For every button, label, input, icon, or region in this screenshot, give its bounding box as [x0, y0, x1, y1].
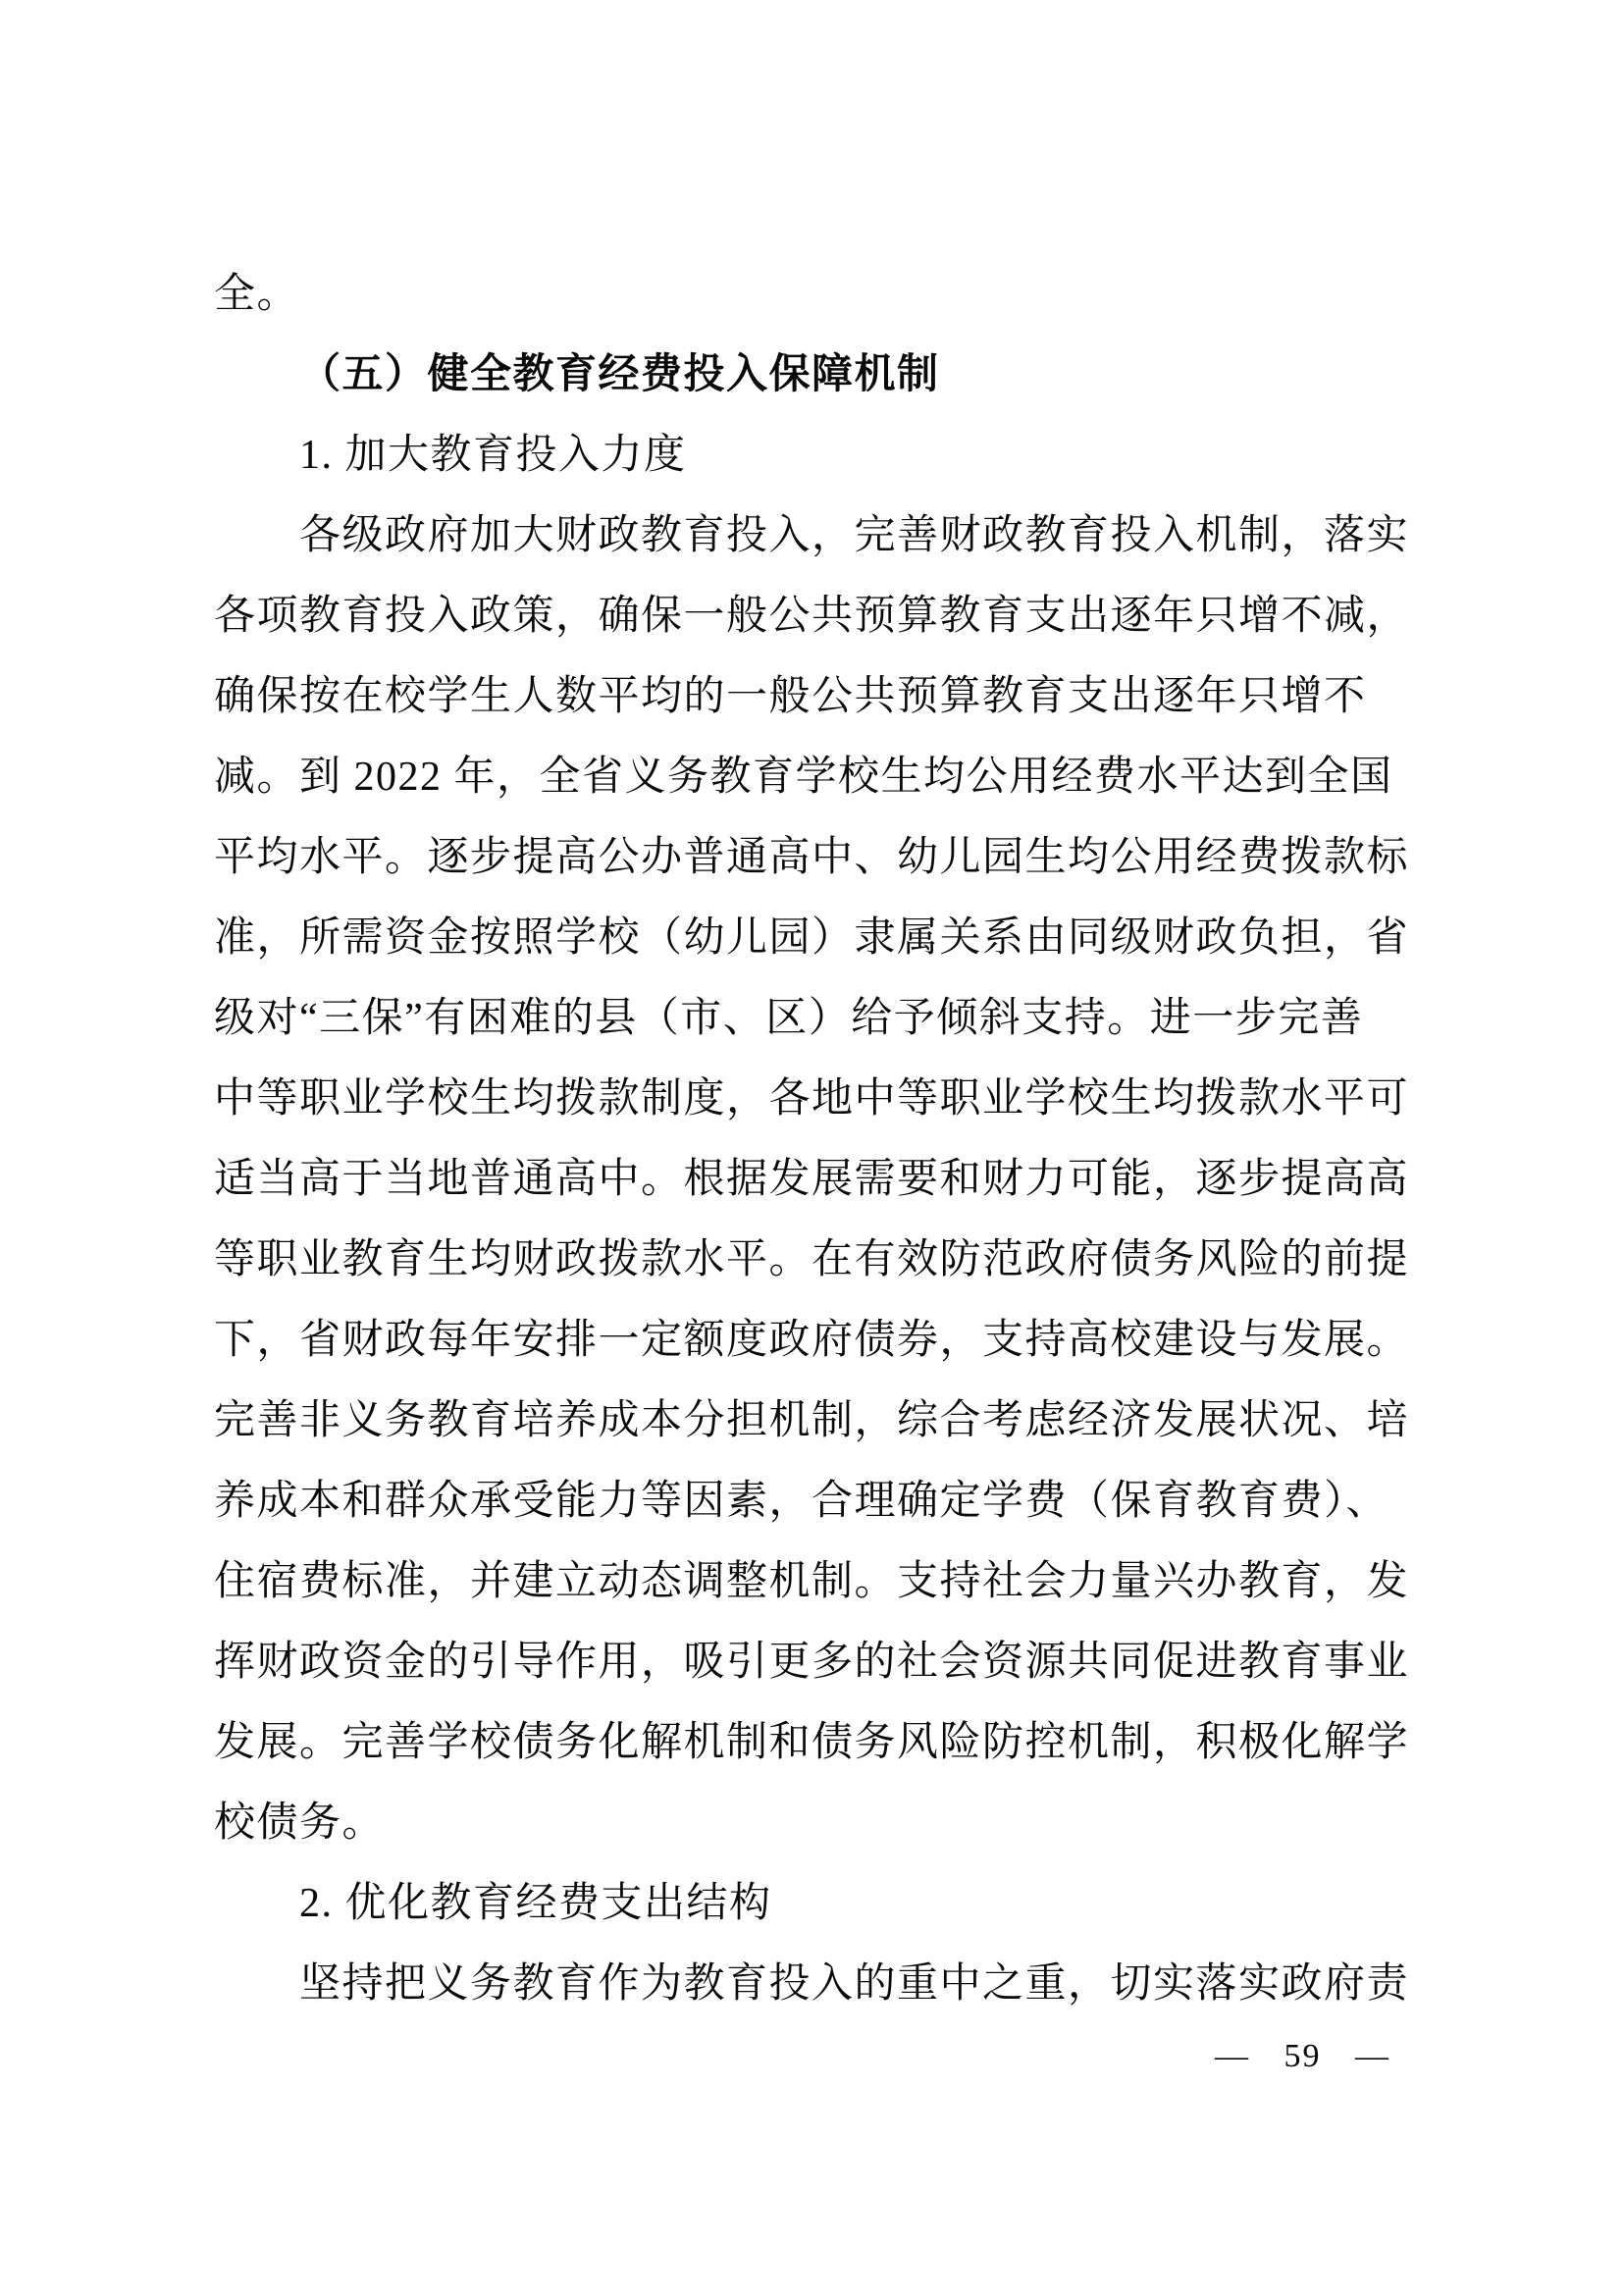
document-body [214, 254, 1415, 2024]
section-heading: （五）健全教育经费投入保障机制 [299, 352, 940, 397]
subsection-1-heading: 1. 加大教育投入力度 [299, 433, 687, 478]
paragraph-line: 完善非义务教育培养成本分担机制，综合考虑经济发展状况、培 [214, 1398, 1410, 1443]
paragraph-line: 平均水平。逐步提高公办普通高中、幼儿园生均公用经费拨款标 [214, 835, 1410, 880]
paragraph-line: 住宿费标准，并建立动态调整机制。支持社会力量兴办教育，发 [214, 1559, 1410, 1604]
paragraph-line: 级对“三保”有困难的县（市、区）给予倾斜支持。进一步完善 [214, 996, 1364, 1041]
paragraph-line: 校债务。 [214, 1800, 386, 1846]
paragraph-line: 挥财政资金的引导作用，吸引更多的社会资源共同促进教育事业 [214, 1640, 1410, 1685]
paragraph-line: 各项教育投入政策，确保一般公共预算教育支出逐年只增不减， [214, 594, 1410, 639]
previous-paragraph-end-line: 全。 [214, 272, 300, 317]
paragraph-line: 各级政府加大财政教育投入，完善财政教育投入机制，落实 [299, 513, 1410, 558]
page-number: — 59 — [1215, 2038, 1390, 2074]
paragraph-line: 确保按在校学生人数平均的一般公共预算教育支出逐年只增不 [214, 674, 1367, 719]
paragraph-line: 养成本和群众承受能力等因素，合理确定学费（保育教育费）、 [214, 1479, 1389, 1524]
subsection-2-heading: 2. 优化教育经费支出结构 [299, 1881, 772, 1926]
paragraph-line: 中等职业学校生均拨款制度，各地中等职业学校生均拨款水平可 [214, 1076, 1410, 1122]
paragraph-line: 适当高于当地普通高中。根据发展需要和财力可能，逐步提高高 [214, 1157, 1410, 1202]
paragraph-line: 坚持把义务教育作为教育投入的重中之重，切实落实政府责 [299, 1961, 1410, 2007]
paragraph-line: 减。到 2022 年，全省义务教育学校生均公用经费水平达到全国 [214, 755, 1393, 800]
paragraph-line: 等职业教育生均财政拨款水平。在有效防范政府债务风险的前提 [214, 1237, 1410, 1282]
paragraph-line: 下，省财政每年安排一定额度政府债券，支持高校建设与发展。 [214, 1318, 1410, 1363]
paragraph-line: 准，所需资金按照学校（幼儿园）隶属关系由同级财政负担，省 [214, 915, 1410, 961]
paragraph-line: 发展。完善学校债务化解机制和债务风险防控机制，积极化解学 [214, 1720, 1410, 1765]
